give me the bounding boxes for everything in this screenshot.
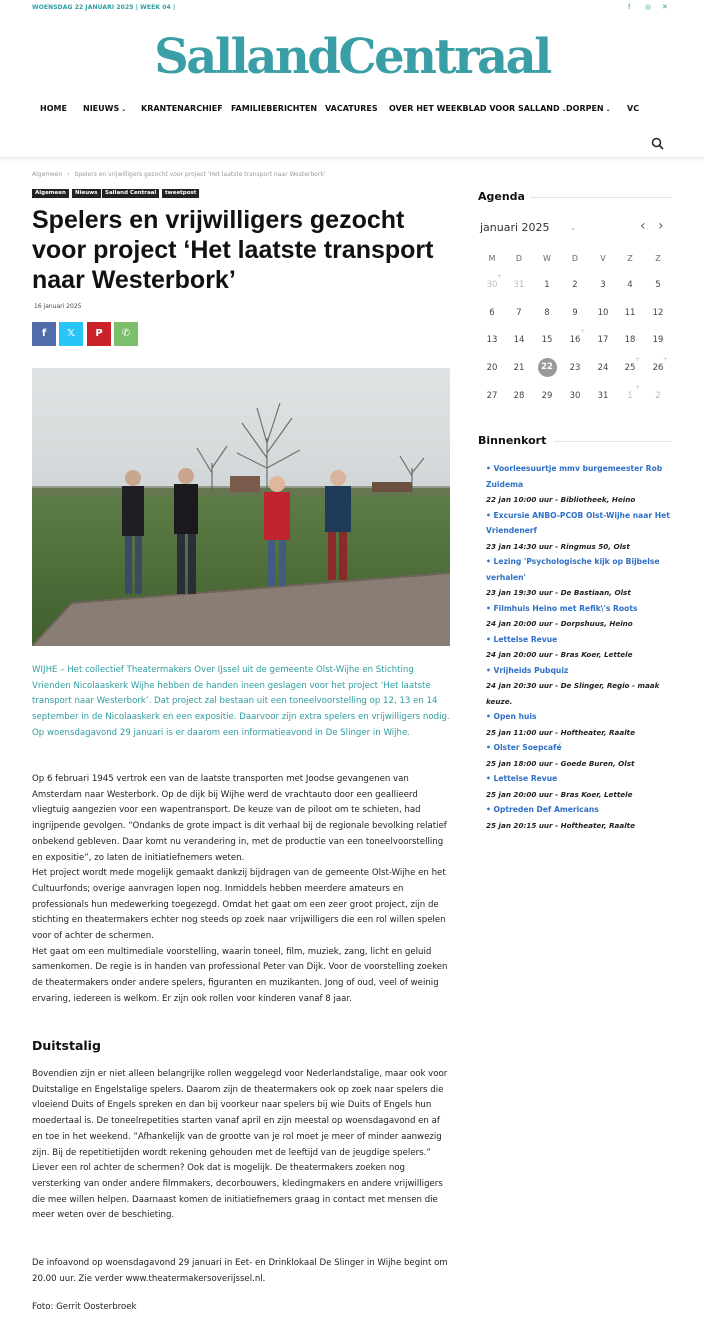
tag-nieuws[interactable]: Nieuws <box>72 189 101 198</box>
breadcrumb-separator: › <box>67 171 70 178</box>
calendar-day[interactable] <box>620 308 640 318</box>
search-icon[interactable] <box>651 137 664 150</box>
calendar-weekday: D <box>571 254 579 263</box>
calendar-day-number: 7 <box>516 308 522 318</box>
calendar-day-number: 11 <box>624 308 636 318</box>
date-line: WOENSDAG 22 JANUARI 2025 | WEEK 04 | <box>32 4 176 11</box>
calendar-month[interactable]: januari 2025 <box>480 221 550 234</box>
calendar-day[interactable] <box>565 363 585 373</box>
article-title: Spelers en vrijwilligers gezocht voor project ‘Het laatste transport naar Westerbork’ <box>32 206 434 294</box>
event-title-link[interactable]: • Lettelse Revue <box>486 634 558 644</box>
event-meta: 25 jan 11:00 uur - Hoftheater, Raalte <box>486 727 635 737</box>
calendar-day-number: 24 <box>597 363 609 373</box>
event-title-link[interactable]: • Lezing 'Psychologische kijk op Bijbelse verhalen' <box>486 557 660 582</box>
calendar-day-number: 18 <box>624 335 636 345</box>
event-meta: 25 jan 20:15 uur - Hoftheater, Raalte <box>486 820 635 830</box>
article-paragraph: Bovendien zijn er niet alleen belangrijke rollen weggelegd voor Nederlandstalige, maar ook voor Duitstalige en Engelstalige spelers. Daarom zijn de theatermakers ook op zoek naar spelers die vloeiend Duits of Engels spreken en dan bij voorkeur naar spelers bij wie Duits of Engels hun moedertaal is. De toneelrepetities starten vanaf april en zijn meestal op woensdagavond en af en toe in het weekend. ”Afhankelijk van de grootte van je rol moet je meer of minder aanwezig zijn. Bij de repetitietijden wordt rekening gehouden met de leeftijd van de jeugdige spelers.” <box>32 1069 448 1158</box>
event-meta: 25 jan 20:00 uur - Bras Koer, Lettele <box>486 789 633 799</box>
calendar-day-number: 14 <box>513 335 525 345</box>
calendar-weekday: D <box>515 254 523 263</box>
x-icon: 𝕏 <box>66 328 76 339</box>
chevron-down-icon[interactable]: ⌄ <box>570 224 576 232</box>
calendar-day-number: 26 <box>652 363 664 373</box>
calendar-day-number: 2 <box>655 391 661 401</box>
event-item <box>486 601 686 632</box>
x-icon[interactable]: ✕ <box>662 3 668 11</box>
calendar-weekday: V <box>600 254 606 263</box>
calendar-day-number: 29 <box>541 391 553 401</box>
breadcrumb <box>32 171 325 178</box>
nav-item-dorpen[interactable]: DORPEN ⌄ <box>566 104 611 113</box>
calendar-day[interactable] <box>537 308 557 318</box>
calendar-weekday: W <box>543 254 551 263</box>
calendar-day-today[interactable] <box>538 358 557 377</box>
calendar-day[interactable] <box>648 335 668 345</box>
share-x-button[interactable] <box>59 322 83 346</box>
calendar-day[interactable] <box>537 391 557 401</box>
article-paragraph: Liever een rol achter de schermen? Ook dat is mogelijk. De theatermakers zoeken nog versterking van onder andere filmmakers, decorbouwers, kledingmakers en andere vrijwilligers die mee willen helpen. Daarnaast komen de initiatiefnemers graag in contact met mensen die meer weten over de beschieting. <box>32 1163 443 1221</box>
chevron-down-icon: ⌄ <box>605 106 611 113</box>
article-body-2 <box>32 1067 450 1224</box>
event-title-link[interactable]: • Excursie ANBO-PCOB Olst-Wijhe naar Het Vriendenerf <box>486 510 670 535</box>
calendar-day-number: 22 <box>541 362 553 372</box>
event-meta: 24 jan 20:00 uur - Bras Koer, Lettele <box>486 650 633 659</box>
calendar-day[interactable] <box>620 356 640 373</box>
article-paragraph: Het gaat om een multimediale voorstelling, waarin toneel, film, muziek, zang, licht en geluid samenkomen. De regie is in handen van professional Peter van Dijk. Voor de voorstelling zoeken de theatermakers onder andere spelers, figuranten en muzikanten. Jong of oud, veel of weinig ervaring, iedereen is welkom. Er zijn ook rollen voor kinderen vanaf 8 jaar. <box>32 946 448 1004</box>
article-paragraph: Op 6 februari 1945 vertrok een van de laatste transporten met Joodse gevangenen van Amsterdam naar Westerbork. Op de dijk bij Wijhe werd de vrachtauto door een geallieerd vliegtuig aangezien voor een wapentransport. De keuze van de piloot om te schieten, had ingrijpende gevolgen. “Ondanks de grote impact is dit verhaal bij de regionale bevolking relatief onbekend gebleven. Daar komt nu verandering in, met de productie van een toneelvoorstelling en expositie”, zo laten de initiatiefnemers weten. <box>32 774 447 863</box>
calendar-day[interactable] <box>620 335 640 345</box>
event-item <box>486 663 686 710</box>
article-paragraph: Het project wordt mede mogelijk gemaakt dankzij bijdragen van de gemeente Olst-Wijhe en het Cultuurfonds; overige aanvragen lopen nog. Inmiddels hebben meerdere amateurs en professionals hun medewerking toegezegd. Omdat het gaat om een zeer groot project, zijn de stichting en theatermakers echter nog steeds op zoek naar vrijwilligers die een rol willen spelen voor of achter de schermen. <box>32 868 446 942</box>
nav-item-vacatures[interactable]: VACATURES <box>325 104 378 113</box>
chevron-down-icon: ⌄ <box>121 106 127 113</box>
calendar-next-icon[interactable]: › <box>658 218 664 234</box>
tag-salland-centraal[interactable]: Salland Centraal <box>102 189 159 198</box>
calendar-prev-icon[interactable]: ‹ <box>640 218 646 234</box>
share-whatsapp-button[interactable] <box>114 322 138 346</box>
header-shadow <box>0 158 704 162</box>
event-title-link[interactable]: • Vrijheids Pubquiz <box>486 665 569 675</box>
event-title-link[interactable]: • Open huis <box>486 712 537 721</box>
nav-item-home[interactable]: HOME <box>40 104 67 113</box>
facebook-icon: f <box>41 328 47 339</box>
breadcrumb-home[interactable]: Algemeen <box>32 171 63 178</box>
calendar-day[interactable] <box>565 308 585 318</box>
calendar-day[interactable] <box>565 280 585 290</box>
calendar-day-number: 19 <box>652 335 664 345</box>
calendar-day[interactable] <box>509 308 529 318</box>
calendar-weekday: Z <box>627 254 633 263</box>
calendar-day[interactable] <box>482 363 502 373</box>
chevron-down-icon: ⌄ <box>561 106 567 113</box>
share-facebook-button[interactable] <box>32 322 56 346</box>
calendar-day-number: 9 <box>572 308 578 318</box>
calendar-day[interactable] <box>620 280 640 290</box>
calendar-day[interactable] <box>620 384 640 401</box>
event-marker-icon: + <box>634 384 640 391</box>
event-item <box>486 632 686 663</box>
event-marker-icon: + <box>634 356 640 363</box>
calendar-day[interactable] <box>565 391 585 401</box>
event-title-link[interactable]: • Optreden Def Americans <box>486 805 599 814</box>
event-title-link[interactable]: • Filmhuis Heino met Refik\'s Roots <box>486 603 638 613</box>
nav-item-nieuws[interactable]: NIEUWS ⌄ <box>83 104 127 113</box>
calendar-day-number: 10 <box>597 308 609 318</box>
calendar-day[interactable] <box>593 280 613 290</box>
event-title-link[interactable]: • Voorleesuurtje mmv burgemeester Rob Zuidema <box>486 464 663 489</box>
nav-item-vc[interactable]: VC <box>627 104 640 113</box>
event-item <box>486 802 686 833</box>
calendar-day[interactable] <box>565 328 585 345</box>
calendar-day[interactable] <box>593 335 613 345</box>
article-intro: WIJHE – Het collectief Theatermakers Over IJssel uit de gemeente Olst-Wijhe en Stichting Vrienden Nicolaaskerk Wijhe hebben de handen ineen geslagen voor het project ‘Het laatste transport naar Westerbork’. Dat project zal bestaan uit een toneelvoorstelling op 12, 13 en 14 september in de Nicolaaskerk en een expositie. Daarvoor zijn extra spelers en vrijwilligers nodig. Op woensdagavond 29 januari is er daarom een informatieavond in De Slinger in Wijhe. <box>32 665 450 738</box>
calendar-day[interactable] <box>648 280 668 290</box>
calendar-day-number: 21 <box>513 363 525 373</box>
event-title-link[interactable]: • Lettelse Revue <box>486 774 558 783</box>
calendar-day-number: 16 <box>569 335 581 345</box>
calendar-day-number: 30 <box>569 391 581 401</box>
calendar-day-number: 28 <box>513 391 525 401</box>
binnenkort-rule <box>554 441 672 442</box>
event-item <box>486 461 686 508</box>
calendar-day[interactable] <box>509 363 529 373</box>
calendar-weekday: M <box>488 254 496 263</box>
instagram-icon[interactable]: ◎ <box>645 3 652 11</box>
event-item <box>486 554 686 601</box>
calendar-day[interactable] <box>482 273 502 290</box>
calendar-day-number: 4 <box>627 280 633 290</box>
calendar-day-number: 6 <box>489 308 495 318</box>
binnenkort-title: Binnenkort <box>478 434 547 447</box>
event-marker-icon: + <box>496 273 502 280</box>
calendar-day[interactable] <box>482 391 502 401</box>
calendar-day-number: 20 <box>486 363 498 373</box>
calendar-day-number: 15 <box>541 335 553 345</box>
event-item <box>486 709 686 740</box>
event-meta: 22 jan 10:00 uur - Bibliotheek, Heino <box>486 495 636 504</box>
event-item <box>486 771 686 802</box>
site-logo[interactable]: SallandCentraal <box>154 29 550 85</box>
calendar-day-number: 1 <box>627 391 633 401</box>
calendar-day[interactable] <box>648 391 668 401</box>
nav-item-over[interactable]: OVER HET WEEKBLAD VOOR SALLAND ⌄ <box>389 104 567 113</box>
calendar-day-number: 13 <box>486 335 498 345</box>
nav-item-krantenarchief[interactable]: KRANTENARCHIEF <box>141 104 223 113</box>
photo-credit: Foto: Gerrit Oosterbroek <box>32 1302 137 1312</box>
facebook-icon[interactable]: f <box>628 3 631 11</box>
event-meta: 23 jan 14:30 uur - Ringmus 50, Olst <box>486 541 630 551</box>
pinterest-icon: P <box>95 328 103 339</box>
calendar-day-number: 8 <box>544 308 550 318</box>
calendar-day[interactable] <box>593 391 613 401</box>
calendar-day[interactable] <box>482 308 502 318</box>
event-meta: 23 jan 19:30 uur - De Bastiaan, Olst <box>486 588 631 597</box>
article-body <box>32 772 450 1008</box>
share-pinterest-button[interactable] <box>87 322 111 346</box>
event-item <box>486 740 686 771</box>
whatsapp-icon: ✆ <box>121 328 131 339</box>
calendar-day[interactable] <box>509 280 529 290</box>
calendar-day-number: 12 <box>652 308 664 318</box>
calendar-day[interactable] <box>648 308 668 318</box>
tag-algemeen[interactable]: Algemeen <box>32 189 69 198</box>
event-list <box>486 461 686 833</box>
calendar-day[interactable] <box>509 391 529 401</box>
calendar-day-number: 25 <box>624 363 636 373</box>
calendar-day[interactable] <box>509 335 529 345</box>
agenda-title: Agenda <box>478 190 525 203</box>
calendar-day-number: 1 <box>544 280 550 290</box>
calendar-day-number: 5 <box>655 280 661 290</box>
top-bar <box>0 0 704 16</box>
event-marker-icon: + <box>662 356 668 363</box>
breadcrumb-current: Spelers en vrijwilligers gezocht voor project 'Het laatste transport naar Westerbork' <box>74 171 326 178</box>
calendar-day-number: 31 <box>597 391 609 401</box>
tag-tweetpost[interactable]: tweetpost <box>162 189 199 198</box>
nav-item-familieberichten[interactable]: FAMILIEBERICHTEN <box>231 104 318 113</box>
calendar-day[interactable] <box>482 335 502 345</box>
event-item <box>486 508 686 555</box>
calendar-day-number: 27 <box>486 391 498 401</box>
calendar-weekday: Z <box>655 254 661 263</box>
calendar-day-number: 23 <box>569 363 581 373</box>
calendar-day[interactable] <box>537 280 557 290</box>
calendar-day-number: 17 <box>597 335 609 345</box>
article-info: De infoavond op woensdagavond 29 januari in Eet- en Drinklokaal De Slinger in Wijhe begint om 20.00 uur. Zie verder www.theatermakersoverijssel.nl. <box>32 1258 448 1284</box>
calendar-day-number: 2 <box>572 280 578 290</box>
calendar-day-number: 30 <box>486 280 498 290</box>
agenda-rule <box>530 197 672 198</box>
article-subheading: Duitstalig <box>32 1038 101 1053</box>
calendar-day[interactable] <box>593 363 613 373</box>
event-meta: 24 jan 20:00 uur - Dorpshuus, Heino <box>486 619 633 628</box>
calendar-day[interactable] <box>648 356 668 373</box>
article-photo <box>32 368 450 646</box>
calendar-day-number: 31 <box>513 280 525 290</box>
event-meta: 24 jan 20:30 uur - De Slinger, Regio - maak keuze. <box>486 681 660 706</box>
event-meta: 25 jan 18:00 uur - Goede Buren, Olst <box>486 758 635 768</box>
event-title-link[interactable]: • Olster Soepcafé <box>486 743 562 752</box>
publish-date: 16 januari 2025 <box>34 303 82 310</box>
calendar-day-number: 3 <box>600 280 606 290</box>
event-marker-icon: + <box>579 328 585 335</box>
calendar-day[interactable] <box>537 335 557 345</box>
calendar-day[interactable] <box>593 308 613 318</box>
